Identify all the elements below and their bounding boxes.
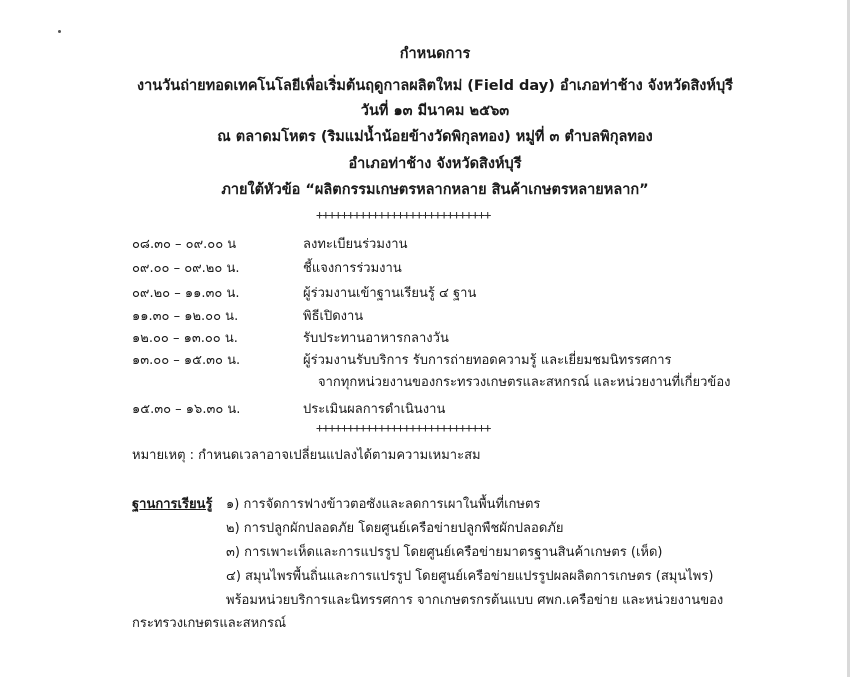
scan-speck	[58, 30, 61, 33]
station-item: ๒) การปลูกผักปลอดภัย โดยศูนย์เครือข่ายปลูกพืชผักปลอดภัย	[226, 521, 564, 536]
schedule-time: ๑๒.๐๐ – ๑๓.๐๐ น.	[132, 331, 238, 346]
schedule-activity: ผู้ร่วมงานเข้าฐานเรียนรู้ ๔ ฐาน	[303, 286, 477, 301]
schedule-time: ๐๙.๐๐ – ๐๙.๒๐ น.	[132, 261, 240, 276]
schedule-row	[0, 257, 850, 279]
schedule-activity: ผู้ร่วมงานรับบริการ รับการถ่ายทอดความรู้ และเยี่ยมชมนิทรรศการ	[303, 353, 672, 368]
schedule-activity: ประเมินผลการดำเนินงาน	[303, 402, 446, 417]
station-item: ๑) การจัดการฟางข้าวตอซังและลดการเผาในพื้นที่เกษตร	[226, 497, 541, 512]
divider-top: ++++++++++++++++++++++++++++	[316, 208, 491, 222]
divider-bottom: ++++++++++++++++++++++++++++	[316, 421, 491, 435]
schedule-time: ๐๙.๒๐ – ๑๑.๓๐ น.	[132, 286, 240, 301]
event-district: อำเภอท่าช้าง จังหวัดสิงห์บุรี	[348, 156, 522, 172]
schedule-row	[0, 327, 850, 349]
schedule-activity: พิธีเปิดงาน	[303, 309, 364, 324]
document-title: กำหนดการ	[399, 46, 471, 62]
schedule-row	[0, 282, 850, 304]
schedule-time: ๑๓.๐๐ – ๑๕.๓๐ น.	[132, 353, 241, 368]
stations-label: ฐานการเรียนรู้	[132, 497, 213, 512]
stations-footer: พร้อมหน่วยบริการและนิทรรศการ จากเกษตรกรต้นแบบ ศพก.เครือข่าย และหน่วยงานของ	[226, 593, 724, 608]
schedule-activity: รับประทานอาหารกลางวัน	[303, 331, 449, 346]
schedule-time: ๐๘.๓๐ – ๐๙.๐๐ น	[132, 237, 237, 252]
event-venue: ณ ตลาดมโหตร (ริมแม่น้ำน้อยข้างวัดพิกุลทอง) หมู่ที่ ๓ ตำบลพิกุลทอง	[217, 129, 653, 145]
schedule-row	[0, 305, 850, 327]
schedule-note: หมายเหตุ : กำหนดเวลาอาจเปลี่ยนแปลงได้ตามความเหมาะสม	[132, 448, 481, 463]
event-date: วันที่ ๑๓ มีนาคม ๒๕๖๓	[360, 103, 510, 119]
event-name: งานวันถ่ายทอดเทคโนโลยีเพื่อเริ่มต้นฤดูกาลผลิตใหม่ (Field day) อำเภอท่าช้าง จังหวัดสิงห์บุรี	[137, 78, 733, 94]
event-theme: ภายใต้หัวข้อ “ผลิตกรรมเกษตรหลากหลาย สินค้าเกษตรหลายหลาก”	[221, 182, 649, 198]
schedule-row	[0, 349, 850, 371]
schedule-time: ๑๕.๓๐ – ๑๖.๓๐ น.	[132, 402, 241, 417]
stations-footer-continuation: กระทรวงเกษตรและสหกรณ์	[132, 616, 287, 631]
schedule-row	[0, 398, 850, 420]
schedule-activity: ชี้แจงการร่วมงาน	[303, 261, 402, 276]
schedule-row	[0, 233, 850, 255]
schedule-activity-continuation: จากทุกหน่วยงานของกระทรวงเกษตรและสหกรณ์ และหน่วยงานที่เกี่ยวข้อง	[318, 375, 731, 390]
schedule-activity: ลงทะเบียนร่วมงาน	[303, 237, 408, 252]
station-item: ๔) สมุนไพรพื้นถิ่นและการแปรรูป โดยศูนย์เครือข่ายแปรรูปผลผลิตการเกษตร (สมุนไพร)	[226, 569, 714, 584]
station-item: ๓) การเพาะเห็ดและการแปรรูป โดยศูนย์เครือข่ายมาตรฐานสินค้าเกษตร (เห็ด)	[226, 545, 663, 560]
schedule-time: ๑๑.๓๐ – ๑๒.๐๐ น.	[132, 309, 239, 324]
